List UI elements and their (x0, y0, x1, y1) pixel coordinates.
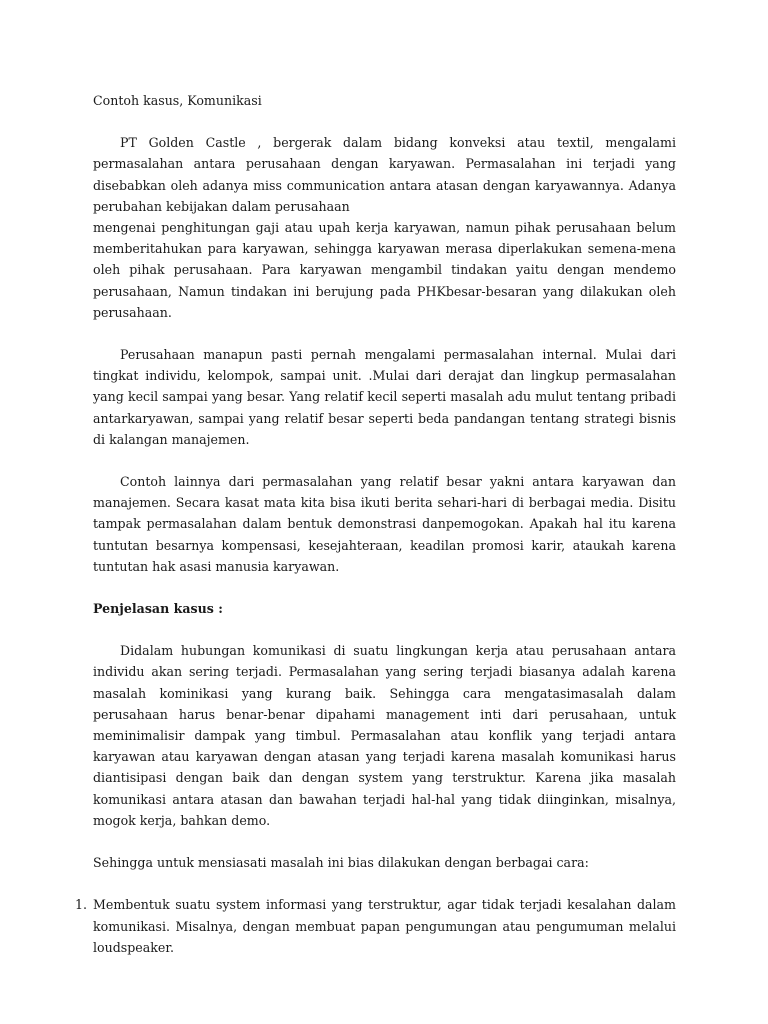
document-page (75, 90, 676, 958)
paragraph-internal-problems: Perusahaan manapun pasti pernah mengalami permasalahan internal. Mulai dari tingkat individu, kelompok, sampai unit. .Mulai dari derajat dan lingkup permasalahan yang kecil sampai yang besar. Yang relatif kecil seperti masalah adu mulut tentang pribadi antarkaryawan, sampai yang relatif besar seperti beda pandangan tentang strategi bisnis di kalangan manajemen. (93, 347, 676, 447)
spacer (93, 619, 676, 640)
section-heading: Penjelasan kasus : (93, 601, 223, 617)
list-item (75, 894, 676, 958)
spacer (93, 450, 676, 471)
paragraph-solution-intro: Sehingga untuk mensiasati masalah ini bias dilakukan dengan berbagai cara: (93, 855, 589, 871)
list-item-number: 1. (75, 897, 88, 913)
spacer (93, 831, 676, 852)
spacer (93, 577, 676, 598)
paragraph-case-intro: PT Golden Castle , bergerak dalam bidang konveksi atau textil, mengalami permasalahan antara perusahaan dengan karyawan. Permasalahan ini terjadi yang disebabkan oleh adanya miss communication antara atasan dengan karyawannya. Adanya perubahan kebijakan dalam perusahaan (93, 135, 676, 214)
solution-list (75, 894, 676, 958)
document-title: Contoh kasus, Komunikasi (93, 93, 262, 108)
spacer (93, 873, 676, 894)
spacer (93, 111, 676, 132)
paragraph-other-example: Contoh lainnya dari permasalahan yang relatif besar yakni antara karyawan dan manajemen. Secara kasat mata kita bisa ikuti berita sehari-hari di berbagai media. Disitu tampak permasalahan dalam bentuk demonstrasi danpemogokan. Apakah hal itu karena tuntutan besarnya kompensasi, kesejahteraan, keadilan promosi karir, ataukah karena tuntutan hak asasi manusia karyawan. (93, 474, 676, 574)
paragraph-explanation: Didalam hubungan komunikasi di suatu lingkungan kerja atau perusahaan antara individu akan sering terjadi. Permasalahan yang sering terjadi biasanya adalah karena masalah kominikasi yang kurang baik. Sehingga cara mengatasimasalah dalam perusahaan harus benar-benar dipahami management inti dari perusahaan, untuk meminimalisir dampak yang timbul. Permasalahan atau konflik yang terjadi antara karyawan atau karyawan dengan atasan yang terjadi karena masalah komunikasi harus diantisipasi dengan baik dan dengan system yang terstruktur. Karena jika masalah komunikasi antara atasan dan bawahan terjadi hal-hal yang tidak diinginkan, misalnya, mogok kerja, bahkan demo. (93, 643, 676, 828)
list-item-text: Membentuk suatu system informasi yang terstruktur, agar tidak terjadi kesalahan dalam komunikasi. Misalnya, dengan membuat papan pengumungan atau pengumuman melalui loudspeaker. (93, 897, 676, 955)
spacer (93, 323, 676, 344)
paragraph-case-intro-continued: mengenai penghitungan gaji atau upah kerja karyawan, namun pihak perusahaan belum memberitahukan para karyawan, sehingga karyawan merasa diperlakukan semena-mena oleh pihak perusahaan. Para karyawan mengambil tindakan yaitu dengan mendemo perusahaan, Namun tindakan ini berujung pada PHKbesar-besaran yang dilakukan oleh perusahaan. (93, 220, 676, 320)
